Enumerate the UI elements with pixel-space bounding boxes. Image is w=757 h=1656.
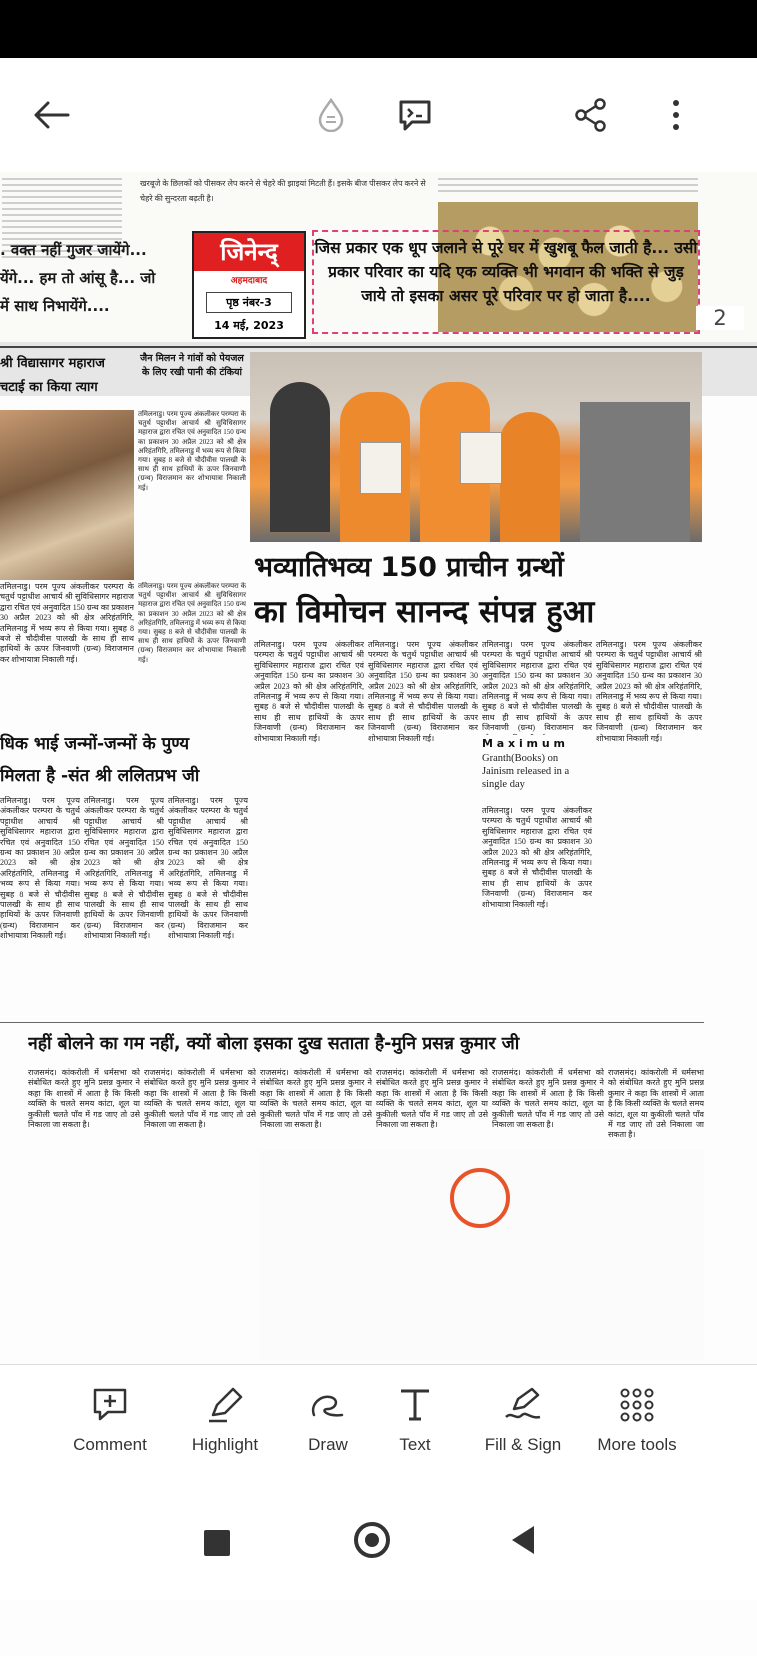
left-quote-line-2: येंगे... हम तो आंसू है... जो <box>0 269 156 287</box>
tool-highlight[interactable] <box>170 1365 280 1493</box>
ad-placeholder <box>260 1150 704 1360</box>
status-bar <box>0 0 757 58</box>
left-ceremony-photo <box>0 410 134 580</box>
english-snippet: Granth(Books) on Jainism released in a single day <box>482 753 570 790</box>
highlight-pen-icon <box>207 1387 243 1423</box>
text-t-icon <box>398 1387 432 1423</box>
jain-milan-headline: जैन मिलन ने गांवों को पेयजल के लिए रखी पानी की टंकियां <box>140 353 244 378</box>
comment-view-icon[interactable] <box>390 58 440 172</box>
main-ceremony-photo <box>250 352 702 542</box>
left-quote-line-3: में साथ निभायेंगे.... <box>0 297 110 315</box>
left-article-body: तमिलनाडु। परम पूज्य अंकलीकर परम्परा के चतुर्थ पट्टाधीश आचार्य श्री सुविधिसागर महाराज द्वारा रचित एवं अनुवादित 150 ग्रन्थ का प्रकाशन 30 अप्रैल 2023 को श्री क्षेत्र अरिहंतगिरि, तमिलनाडु में भव्य रूप से किया गया। सुबह 8 बजे से चौदीवीस पालखी के साथ ही साथ हाथियों के ऊपर जिनवाणी (ग्रन्थ) विराजमान कर शोभायात्रा निकाली गई। <box>0 582 134 664</box>
bottom-col-6: राजसमंद। कांकरोली में धर्मसभा को संबोधित करते हुए मुनि प्रसन्न कुमार ने कहा कि शास्त्रों में आता है कि किसी व्यक्ति के चलते समय कांटा, शूल या कुकीली चलते पाँव में गड जाए तो उसे निकाला जा सकता है। <box>608 1068 704 1140</box>
recent-apps-icon[interactable] <box>204 1530 230 1556</box>
tool-draw-label: Draw <box>308 1435 348 1454</box>
masthead-city: अहमदाबाद <box>230 276 268 286</box>
bottom-headline: नहीं बोलने का गम नहीं, क्यों बोला इसका दुख सताता है-मुनि प्रसन्न कुमार जी <box>28 1034 520 1054</box>
tool-draw[interactable] <box>288 1365 368 1493</box>
back-arrow-icon[interactable] <box>22 58 82 172</box>
article-divider <box>0 1022 704 1023</box>
issue-date: 14 मई, 2023 <box>214 319 284 332</box>
clip-column-middle: खरबूजे के छिलकों को पीसकर लेप करने से चेहरे की झाइयां मिटती हैं। इसके बीज पीसकर लेप करने से चेहरे की सुन्दरता बढ़ती है। <box>140 179 426 203</box>
bottom-col-4: राजसमंद। कांकरोली में धर्मसभा को संबोधित करते हुए मुनि प्रसन्न कुमार ने कहा कि शास्त्रों में आता है कि किसी व्यक्ति के चलते समय कांटा, शूल या कुकीली चलते पाँव में गड जाए तो उसे निकाला जा सकता है। <box>376 1068 488 1130</box>
ad-logo-icon <box>450 1168 510 1228</box>
side-headline-line-2: मिलता है -संत श्री ललितप्रभ जी <box>0 766 200 786</box>
article-col-2: तमिलनाडु। परम पूज्य अंकलीकर परम्परा के चतुर्थ पट्टाधीश आचार्य श्री सुविधिसागर महाराज द्वारा रचित एवं अनुवादित 150 ग्रन्थ का प्रकाशन 30 अप्रैल 2023 को श्री क्षेत्र अरिहंतगिरि, तमिलनाडु में भव्य रूप से किया गया। सुबह 8 बजे से चौदीवीस पालखी के साथ ही साथ हाथियों के ऊपर जिनवाणी (ग्रन्थ) विराजमान कर शोभायात्रा निकाली गई। <box>368 640 478 743</box>
article-col-4: तमिलनाडु। परम पूज्य अंकलीकर परम्परा के चतुर्थ पट्टाधीश आचार्य श्री सुविधिसागर महाराज द्वारा रचित एवं अनुवादित 150 ग्रन्थ का प्रकाशन 30 अप्रैल 2023 को श्री क्षेत्र अरिहंतगिरि, तमिलनाडु में भव्य रूप से किया गया। सुबह 8 बजे से चौदीवीस पालखी के साथ ही साथ हाथियों के ऊपर जिनवाणी (ग्रन्थ) विराजमान कर शोभायात्रा निकाली गई। <box>596 640 702 743</box>
tool-highlight-label: Highlight <box>191 1435 259 1454</box>
side-col-1: तमिलनाडु। परम पूज्य अंकलीकर परम्परा के चतुर्थ पट्टाधीश आचार्य श्री सुविधिसागर महाराज द्वारा रचित एवं अनुवादित 150 ग्रन्थ का प्रकाशन 30 अप्रैल 2023 को श्री क्षेत्र अरिहंतगिरि, तमिलनाडु में भव्य रूप से किया गया। सुबह 8 बजे से चौदीवीस पालखी के साथ ही साथ हाथियों के ऊपर जिनवाणी (ग्रन्थ) विराजमान कर शोभायात्रा निकाली गई। <box>0 796 80 941</box>
tool-more-tools-label: More tools <box>597 1435 677 1454</box>
draw-squiggle-icon <box>308 1387 348 1423</box>
right-quote-box: जिस प्रकार एक धूप जलाने से पूरे घर में खुशबू फैल जाती है... उसी प्रकार परिवार का यदि एक व्यक्ति भी भगवान की भक्ति से जुड़ जाये तो इसका असर पूरे परिवार पर हो जाता है.... <box>312 230 700 334</box>
home-icon[interactable] <box>354 1522 390 1558</box>
bottom-col-1: राजसमंद। कांकरोली में धर्मसभा को संबोधित करते हुए मुनि प्रसन्न कुमार ने कहा कि शास्त्रों में आता है कि किसी व्यक्ति के चलते समय कांटा, शूल या कुकीली चलते पाँव में गड जाए तो उसे निकाला जा सकता है। <box>28 1068 140 1130</box>
tool-text-label: Text <box>399 1435 431 1454</box>
tool-comment-label: Comment <box>73 1435 147 1454</box>
bottom-tool-bar <box>0 1364 757 1493</box>
section-divider <box>0 346 757 348</box>
back-nav-icon[interactable] <box>512 1526 534 1554</box>
masthead-title: जिनेन्द् <box>194 233 304 271</box>
fill-sign-icon <box>504 1387 542 1423</box>
bottom-col-5: राजसमंद। कांकरोली में धर्मसभा को संबोधित करते हुए मुनि प्रसन्न कुमार ने कहा कि शास्त्रों में आता है कि किसी व्यक्ति के चलते समय कांटा, शूल या कुकीली चलते पाँव में गड जाए तो उसे निकाला जा सकता है। <box>492 1068 604 1130</box>
grid-dots-icon <box>619 1387 655 1423</box>
page-label: पृष्ठ नंबर-3 <box>206 292 292 313</box>
article-col-1: तमिलनाडु। परम पूज्य अंकलीकर परम्परा के चतुर्थ पट्टाधीश आचार्य श्री सुविधिसागर महाराज द्वारा रचित एवं अनुवादित 150 ग्रन्थ का प्रकाशन 30 अप्रैल 2023 को श्री क्षेत्र अरिहंतगिरि, तमिलनाडु में भव्य रूप से किया गया। सुबह 8 बजे से चौदीवीस पालखी के साथ ही साथ हाथियों के ऊपर जिनवाणी (ग्रन्थ) विराजमान कर शोभायात्रा निकाली गई। <box>254 640 364 743</box>
side-headline-line-1: धिक भाई जन्मों-जन्मों के पुण्य <box>0 734 190 754</box>
share-icon[interactable] <box>566 58 616 172</box>
more-options-icon[interactable] <box>656 58 696 172</box>
masthead-box <box>192 231 306 339</box>
jain-milan-body: तमिलनाडु। परम पूज्य अंकलीकर परम्परा के चतुर्थ पट्टाधीश आचार्य श्री सुविधिसागर महाराज द्वारा रचित एवं अनुवादित 150 ग्रन्थ का प्रकाशन 30 अप्रैल 2023 को श्री क्षेत्र अरिहंतगिरि, तमिलनाडु में भव्य रूप से किया गया। सुबह 8 बजे से चौदीवीस पालखी के साथ ही साथ हाथियों के ऊपर जिनवाणी (ग्रन्थ) विराजमान कर शोभायात्रा निकाली गई। <box>138 410 246 492</box>
left-quote-line-1: . वक्त नहीं गुजर जायेंगे... <box>0 241 147 259</box>
ink-saver-icon[interactable] <box>306 58 356 172</box>
bottom-col-3: राजसमंद। कांकरोली में धर्मसभा को संबोधित करते हुए मुनि प्रसन्न कुमार ने कहा कि शास्त्रों में आता है कि किसी व्यक्ति के चलते समय कांटा, शूल या कुकीली चलते पाँव में गड जाए तो उसे निकाला जा सकता है। <box>260 1068 372 1130</box>
side-col-2: तमिलनाडु। परम पूज्य अंकलीकर परम्परा के चतुर्थ पट्टाधीश आचार्य श्री सुविधिसागर महाराज द्वारा रचित एवं अनुवादित 150 ग्रन्थ का प्रकाशन 30 अप्रैल 2023 को श्री क्षेत्र अरिहंतगिरि, तमिलनाडु में भव्य रूप से किया गया। सुबह 8 बजे से चौदीवीस पालखी के साथ ही साथ हाथियों के ऊपर जिनवाणी (ग्रन्थ) विराजमान कर शोभायात्रा निकाली गई। <box>84 796 164 941</box>
main-headline-line-1: भव्यातिभव्य 150 प्राचीन ग्रन्थों <box>254 552 564 583</box>
side-col-3: तमिलनाडु। परम पूज्य अंकलीकर परम्परा के चतुर्थ पट्टाधीश आचार्य श्री सुविधिसागर महाराज द्वारा रचित एवं अनुवादित 150 ग्रन्थ का प्रकाशन 30 अप्रैल 2023 को श्री क्षेत्र अरिहंतगिरि, तमिलनाडु में भव्य रूप से किया गया। सुबह 8 बजे से चौदीवीस पालखी के साथ ही साथ हाथियों के ऊपर जिनवाणी (ग्रन्थ) विराजमान कर शोभायात्रा निकाली गई। <box>168 796 248 941</box>
article-col-3-top: तमिलनाडु। परम पूज्य अंकलीकर परम्परा के चतुर्थ पट्टाधीश आचार्य श्री सुविधिसागर महाराज द्वारा रचित एवं अनुवादित 150 ग्रन्थ का प्रकाशन 30 अप्रैल 2023 को श्री क्षेत्र अरिहंतगिरि, तमिलनाडु में भव्य रूप से किया गया। सुबह 8 बजे से चौदीवीस पालखी के साथ ही साथ हाथियों के ऊपर जिनवाणी (ग्रन्थ) विराजमान कर <box>482 640 592 733</box>
clip-column-right-text <box>438 174 698 202</box>
maximum-text: M a x i m u m <box>482 737 565 750</box>
bottom-col-2: राजसमंद। कांकरोली में धर्मसभा को संबोधित करते हुए मुनि प्रसन्न कुमार ने कहा कि शास्त्रों में आता है कि किसी व्यक्ति के चलते समय कांटा, शूल या कुकीली चलते पाँव में गड जाए तो उसे निकाला जा सकता है। <box>144 1068 256 1130</box>
tool-fill-sign-label: Fill & Sign <box>484 1435 562 1454</box>
jain-milan-body-2: तमिलनाडु। परम पूज्य अंकलीकर परम्परा के चतुर्थ पट्टाधीश आचार्य श्री सुविधिसागर महाराज द्वारा रचित एवं अनुवादित 150 ग्रन्थ का प्रकाशन 30 अप्रैल 2023 को श्री क्षेत्र अरिहंतगिरि, तमिलनाडु में भव्य रूप से किया गया। सुबह 8 बजे से चौदीवीस पालखी के साथ ही साथ हाथियों के ऊपर जिनवाणी (ग्रन्थ) विराजमान कर शोभायात्रा निकाली गई। <box>138 582 246 664</box>
android-nav-bar <box>0 1492 757 1600</box>
left-quote-block <box>0 236 190 320</box>
top-toolbar <box>0 58 757 172</box>
page-number-indicator: 2 <box>696 306 744 330</box>
tool-fill-sign[interactable] <box>468 1365 578 1493</box>
tool-comment[interactable] <box>60 1365 160 1493</box>
tool-more-tools[interactable] <box>582 1365 692 1493</box>
comment-add-icon <box>92 1387 128 1423</box>
article-col-3-bottom: तमिलनाडु। परम पूज्य अंकलीकर परम्परा के चतुर्थ पट्टाधीश आचार्य श्री सुविधिसागर महाराज द्वारा रचित एवं अनुवादित 150 ग्रन्थ का प्रकाशन 30 अप्रैल 2023 को श्री क्षेत्र अरिहंतगिरि, तमिलनाडु में भव्य रूप से किया गया। सुबह 8 बजे से चौदीवीस पालखी के साथ ही साथ हाथियों के ऊपर जिनवाणी (ग्रन्थ) विराजमान कर शोभायात्रा निकाली गई। <box>482 806 592 909</box>
main-headline-line-2: का विमोचन सानन्द संपन्न हुआ <box>254 594 595 630</box>
left-headline: श्री विद्यासागर महाराज चटाई का किया त्याग <box>0 356 105 395</box>
tool-text[interactable] <box>380 1365 450 1493</box>
